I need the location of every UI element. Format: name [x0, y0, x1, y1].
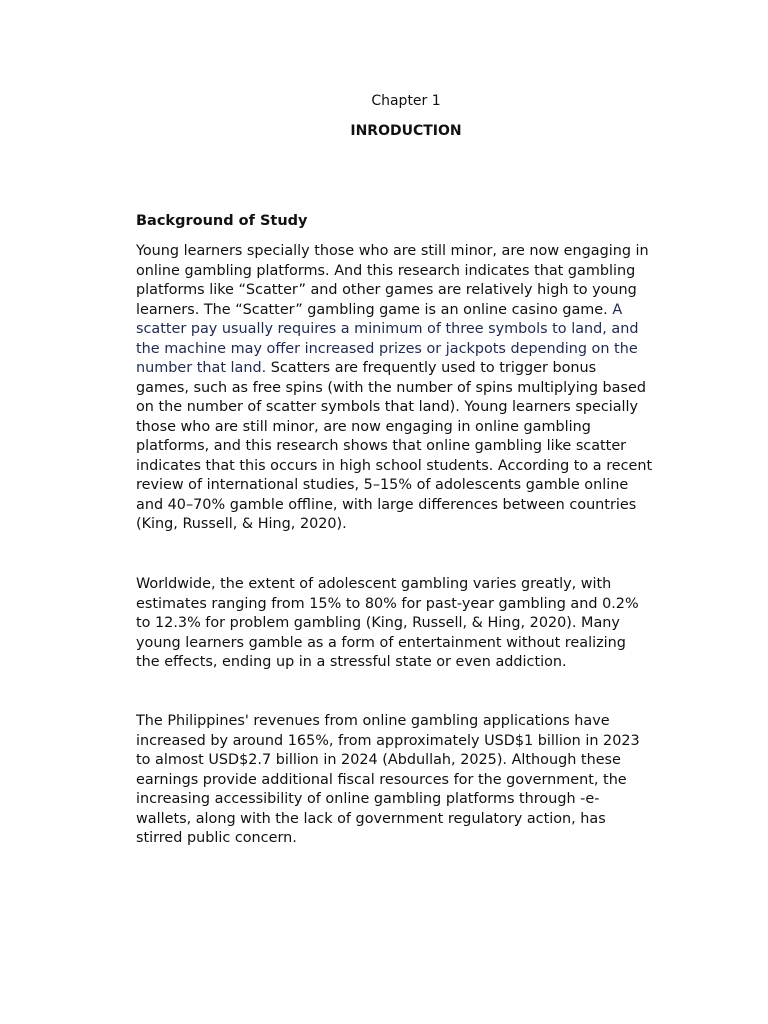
paragraph-1-before: Young learners specially those who are still minor, are now engaging in online gambling platforms. And this research indicates that gambling platforms like “Scatter” and other games are relatively high to young learners. The “Scatter” gambling game is an online casino game.: [136, 243, 649, 318]
paragraph-background-1: [136, 242, 684, 535]
paragraph-1-highlighted-text: A scatter pay usually requires a minimum of three symbols to land, and the machine may offer increased prizes or jackpots depending on the number that land.: [136, 301, 639, 376]
section-heading: Background of Study: [136, 213, 308, 229]
paragraph-background-3: The Philippines' revenues from online gambling applications have increased by around 165%, from approximately USD$1 billion in 2023 to almost USD$2.7 billion in 2024 (Abdullah, 2025). Although these earnings provide additional fiscal resources for the government, the increasing accessibility of online gambling platforms through -e- wallets, along with the lack of government regulatory action, has stirred public concern.: [136, 713, 640, 846]
paragraph-1-after: Scatters are frequently used to trigger bonus games, such as free spins (with the number of spins multiplying based on the number of scatter symbols that land). Young learners specially those who are still minor, are now engaging in online gambling platforms, and this research shows that online gambling like scatter indicates that this occurs in high school students. According to a recent review of international studies, 5–15% of adolescents gamble online and 40–70% gamble offline, with large differences between countries (King, Russell, & Hing, 2020).: [136, 360, 653, 532]
paragraph-background-2: Worldwide, the extent of adolescent gambling varies greatly, with estimates ranging from 15% to 80% for past-year gambling and 0.2% to 12.3% for problem gambling (King, Russell, & Hing, 2020). Many young learners gamble as a form of entertainment without realizing the effects, ending up in a stressful state or even addiction.: [136, 576, 639, 670]
chapter-label: Chapter 1: [371, 93, 441, 109]
chapter-title: INRODUCTION: [350, 123, 462, 139]
